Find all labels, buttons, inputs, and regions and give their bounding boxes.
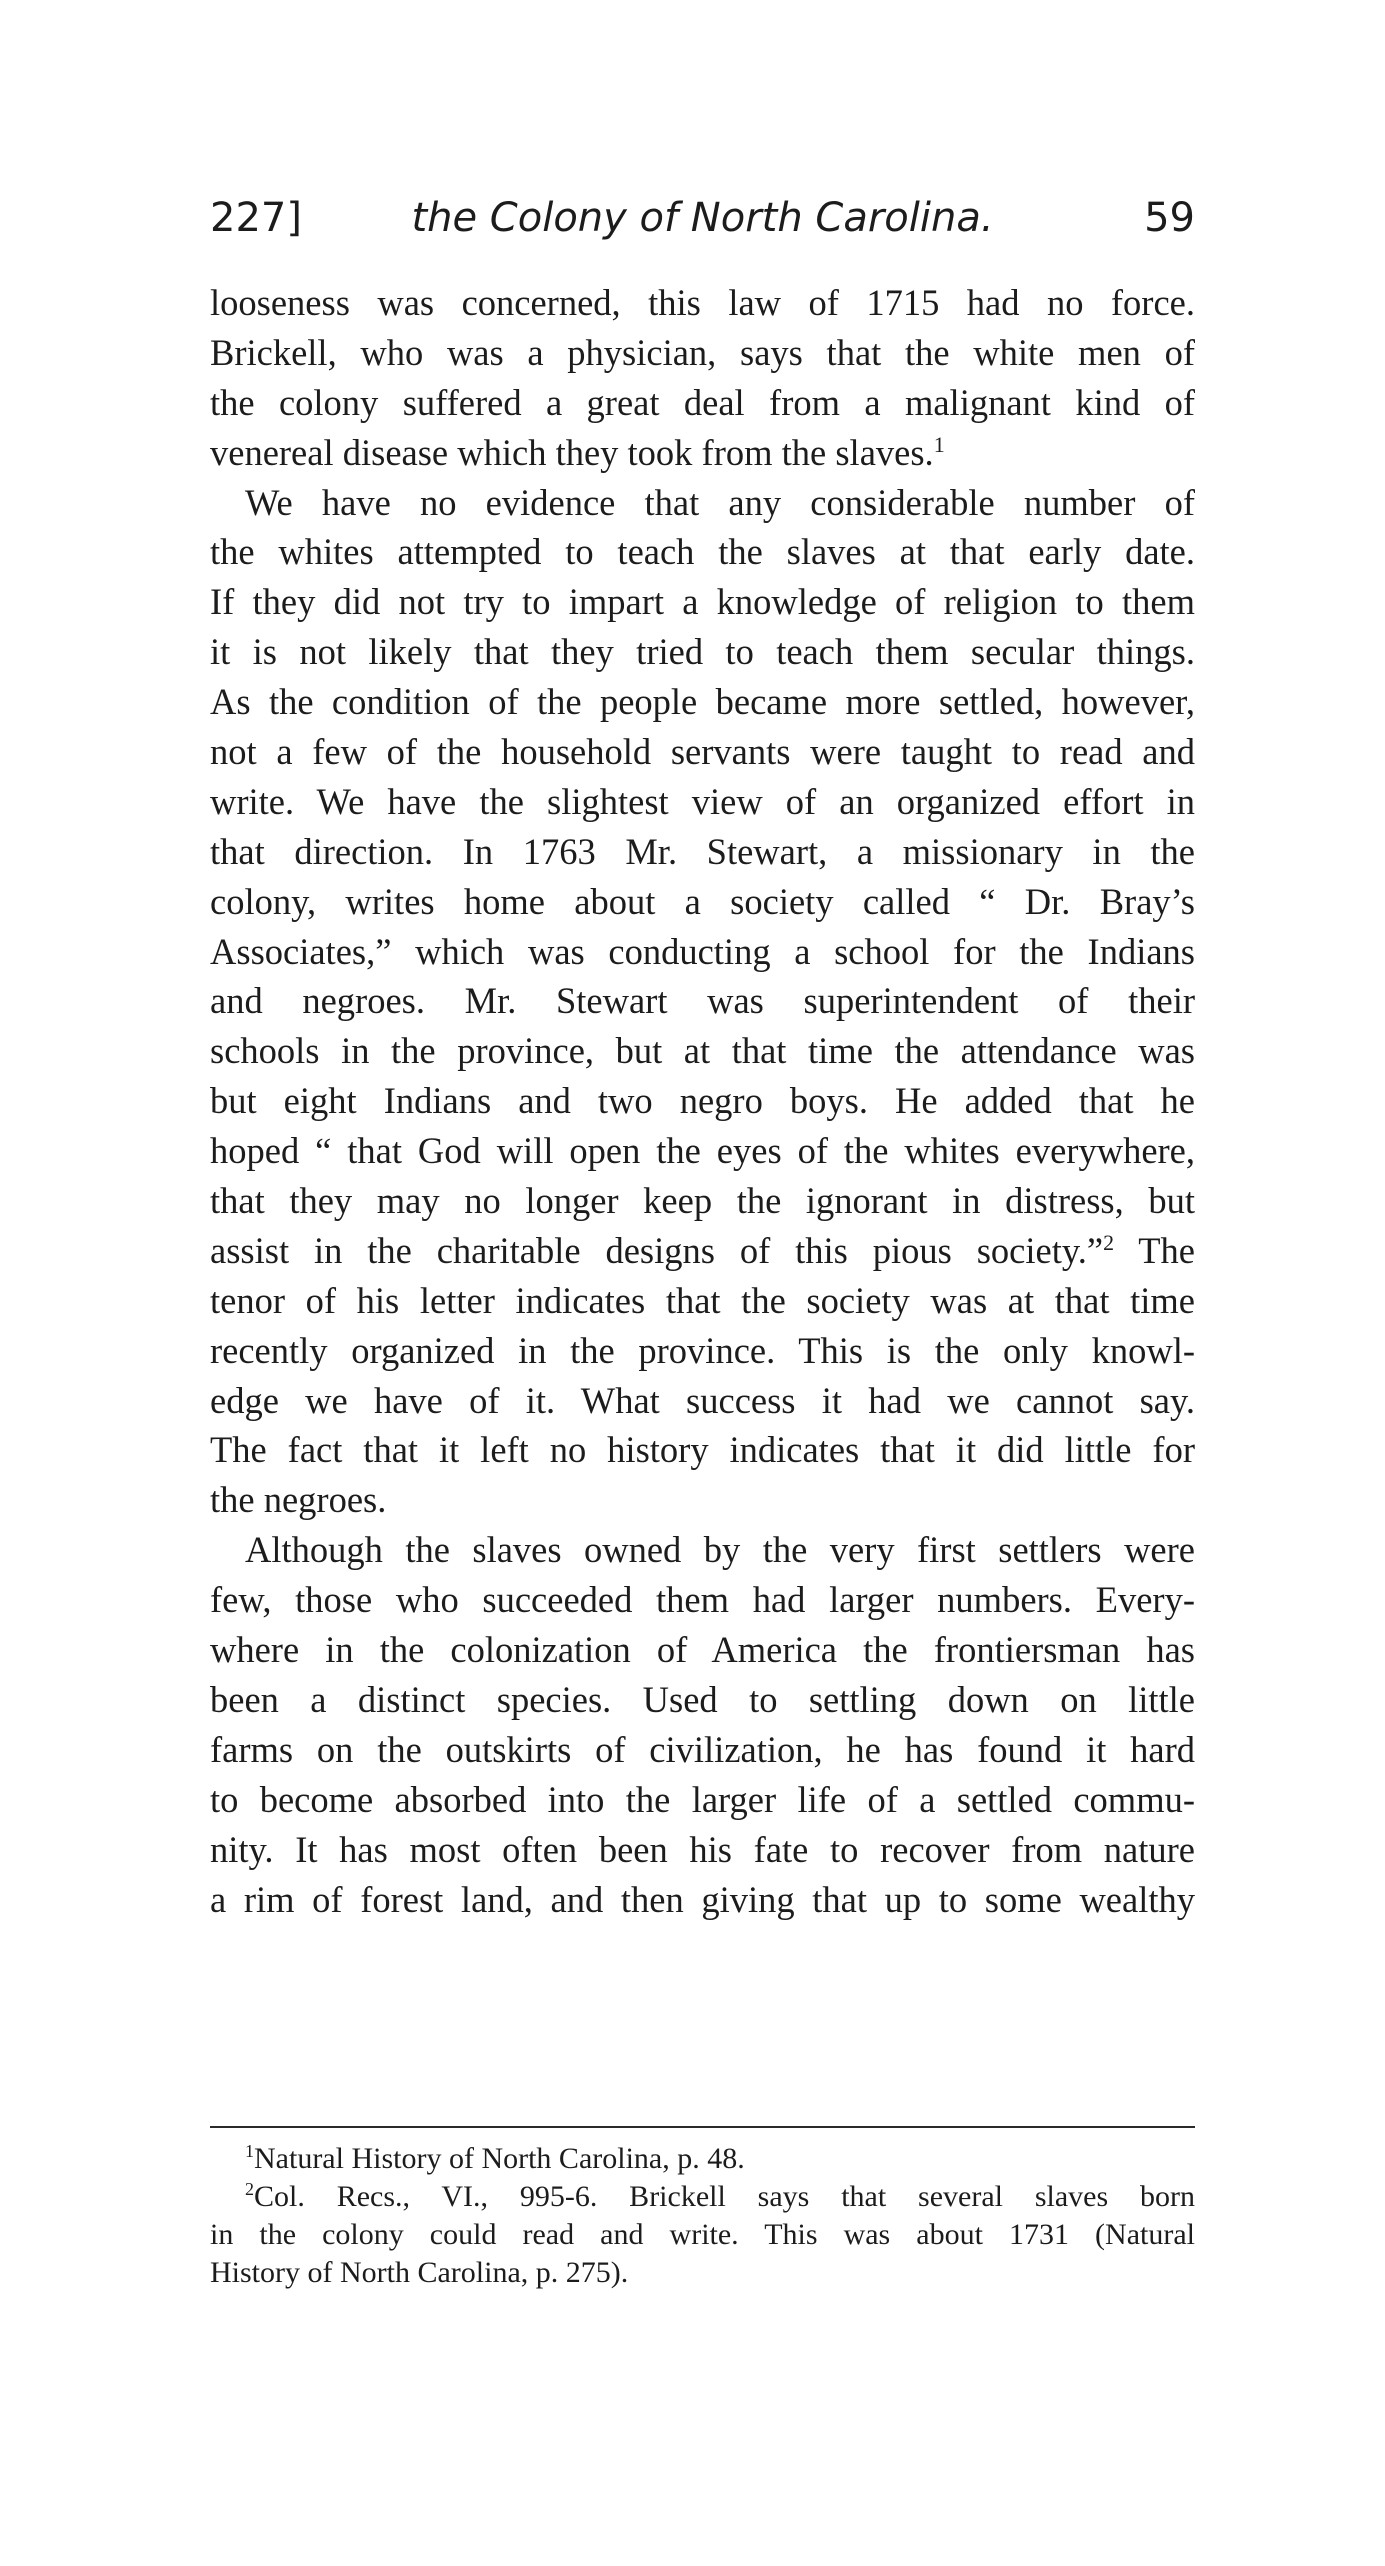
text-line: edge we have of it. What success it had we cannot say. <box>210 1379 1195 1421</box>
footnote-divider <box>210 2126 1195 2128</box>
running-title: the Colony of North Carolina. <box>411 195 994 241</box>
text-line: the whites attempted to teach the slaves at that early date. <box>210 531 1195 573</box>
text-line: a rim of forest land, and then giving that up to some wealthy <box>210 1878 1195 1920</box>
text-line-content: venereal disease which they took from the slaves. <box>210 431 934 473</box>
text-line: few, those who succeeded them had larger numbers. Every- <box>210 1579 1195 1621</box>
footnote-marker: 2 <box>1103 1229 1115 1255</box>
running-head <box>210 188 1195 248</box>
text-line: been a distinct species. Used to settling down on little <box>210 1678 1195 1720</box>
page-number: 59 <box>1144 195 1195 241</box>
footnote-2 <box>210 2178 1195 2216</box>
text-line: but eight Indians and two negro boys. He added that he <box>210 1080 1195 1122</box>
text-line: looseness was concerned, this law of 1715 had no force. <box>210 282 1195 323</box>
text-line: Associates,” which was conducting a school for the Indians <box>210 930 1195 972</box>
text-line: where in the colonization of America the frontiersman has <box>210 1629 1195 1671</box>
paragraph-start-line: We have no evidence that any considerable number of <box>245 481 1195 523</box>
text-line: and negroes. Mr. Stewart was superintendent of their <box>210 980 1195 1022</box>
text-line-tail: The <box>1138 1229 1195 1271</box>
text-line: the colony suffered a great deal from a malignant kind of <box>210 381 1195 423</box>
paragraph-start-line: Although the slaves owned by the very first settlers were <box>245 1529 1195 1571</box>
text-line: hoped “ that God will open the eyes of the whites everywhere, <box>210 1130 1195 1172</box>
text-line <box>210 428 1195 478</box>
text-line: that they may no longer keep the ignorant in distress, but <box>210 1180 1195 1222</box>
body-text <box>210 278 1195 1924</box>
text-line: schools in the province, but at that time the attendance was <box>210 1030 1195 1072</box>
footnote-1 <box>210 2140 1195 2178</box>
footnote-marker: 1 <box>933 431 945 457</box>
text-line: tenor of his letter indicates that the society was at that time <box>210 1279 1195 1321</box>
text-line: As the condition of the people became more settled, however, <box>210 681 1195 723</box>
text-line: to become absorbed into the larger life of a settled commu- <box>210 1778 1195 1820</box>
footnote-number: 1 <box>245 2141 254 2161</box>
text-line: recently organized in the province. This is the only knowl- <box>210 1329 1195 1371</box>
footnote-number: 2 <box>245 2179 254 2199</box>
footnote-text: Natural History of North Carolina, p. 48. <box>254 2142 745 2175</box>
text-line: If they did not try to impart a knowledge of religion to them <box>210 581 1195 623</box>
text-line: Brickell, who was a physician, says that the white men of <box>210 331 1195 373</box>
text-line: The fact that it left no history indicates that it did little for <box>210 1429 1195 1471</box>
footnote-text: Col. Recs., VI., 995-6. Brickell says that several slaves born <box>254 2180 1195 2213</box>
page-reference: 227] <box>210 195 302 241</box>
footnotes <box>210 2140 1195 2292</box>
text-line: not a few of the household servants were taught to read and <box>210 731 1195 773</box>
text-line: the negroes. <box>210 1479 387 1521</box>
text-line: colony, writes home about a society called “ Dr. Bray’s <box>210 880 1195 922</box>
text-line: that direction. In 1763 Mr. Stewart, a missionary in the <box>210 830 1195 872</box>
text-line: it is not likely that they tried to teach them secular things. <box>210 631 1195 673</box>
text-line <box>210 1226 1195 1276</box>
footnote-2-continued: History of North Carolina, p. 275). <box>210 2256 629 2289</box>
text-line-content: assist in the charitable designs of this pious society.” <box>210 1229 1104 1271</box>
text-line: nity. It has most often been his fate to recover from nature <box>210 1828 1195 1870</box>
text-line: write. We have the slightest view of an organized effort in <box>210 780 1195 822</box>
footnote-2-continued: in the colony could read and write. This was about 1731 (Natural <box>210 2218 1195 2251</box>
text-line: farms on the outskirts of civilization, he has found it hard <box>210 1728 1195 1770</box>
